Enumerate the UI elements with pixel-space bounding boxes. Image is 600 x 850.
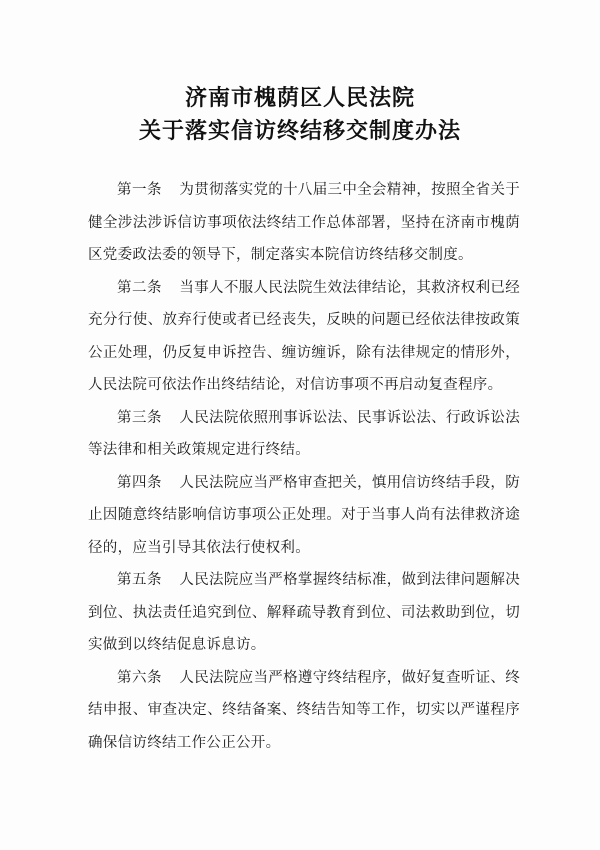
article-1: [88, 174, 520, 272]
title-court-name: 济南市槐荫区人民法院: [184, 85, 415, 111]
article-text: 为贯彻落实党的十八届三中全会精神，按照全省关于健全涉法涉诉信访事项依法终结工作总体部署，坚持在济南市槐荫区党委政法委的领导下，制定落实本院信访终结移交制度。: [88, 182, 520, 263]
article-6: [88, 662, 520, 760]
article-label: 第五条: [117, 572, 163, 588]
article-3: [88, 402, 520, 467]
document-body: [88, 174, 520, 759]
article-2: [88, 272, 520, 402]
document-title: [0, 82, 600, 148]
article-text: 人民法院应当严格掌握终结标准，做到法律问题解决到位、执法责任追究到位、解释疏导教育到位、司法救助到位，切实做到以终结促息诉息访。: [88, 572, 520, 653]
title-subject: 关于落实信访终结移交制度办法: [138, 118, 461, 144]
article-text: 人民法院应当严格遵守终结程序，做好复查听证、终结申报、审查决定、终结备案、终结告知等工作，切实以严谨程序确保信访终结工作公正公开。: [88, 669, 520, 751]
article-text: 人民法院依照刑事诉讼法、民事诉讼法、行政诉讼法等法律和相关政策规定进行终结。: [88, 409, 520, 458]
article-text: 当事人不服人民法院生效法律结论，其救济权利已经充分行使、放弃行使或者已经丧失，反映的问题已经依法律按政策公正处理，仍反复申诉控告、缠访缠诉，除有法律规定的情形外，人民法院可依法作出终结结论，对信访事项不再启动复查程序。: [88, 279, 520, 393]
article-5: [88, 564, 520, 662]
article-text: 人民法院应当严格审查把关，慎用信访终结手段，防止因随意终结影响信访事项公正处理。对于当事人尚有法律救济途径的，应当引导其依法行使权利。: [88, 474, 520, 556]
article-label: 第六条: [117, 669, 163, 686]
article-label: 第三条: [117, 409, 163, 426]
article-label: 第二条: [117, 279, 163, 296]
article-4: [88, 467, 520, 565]
article-label: 第一条: [117, 182, 163, 198]
article-label: 第四条: [117, 474, 163, 491]
